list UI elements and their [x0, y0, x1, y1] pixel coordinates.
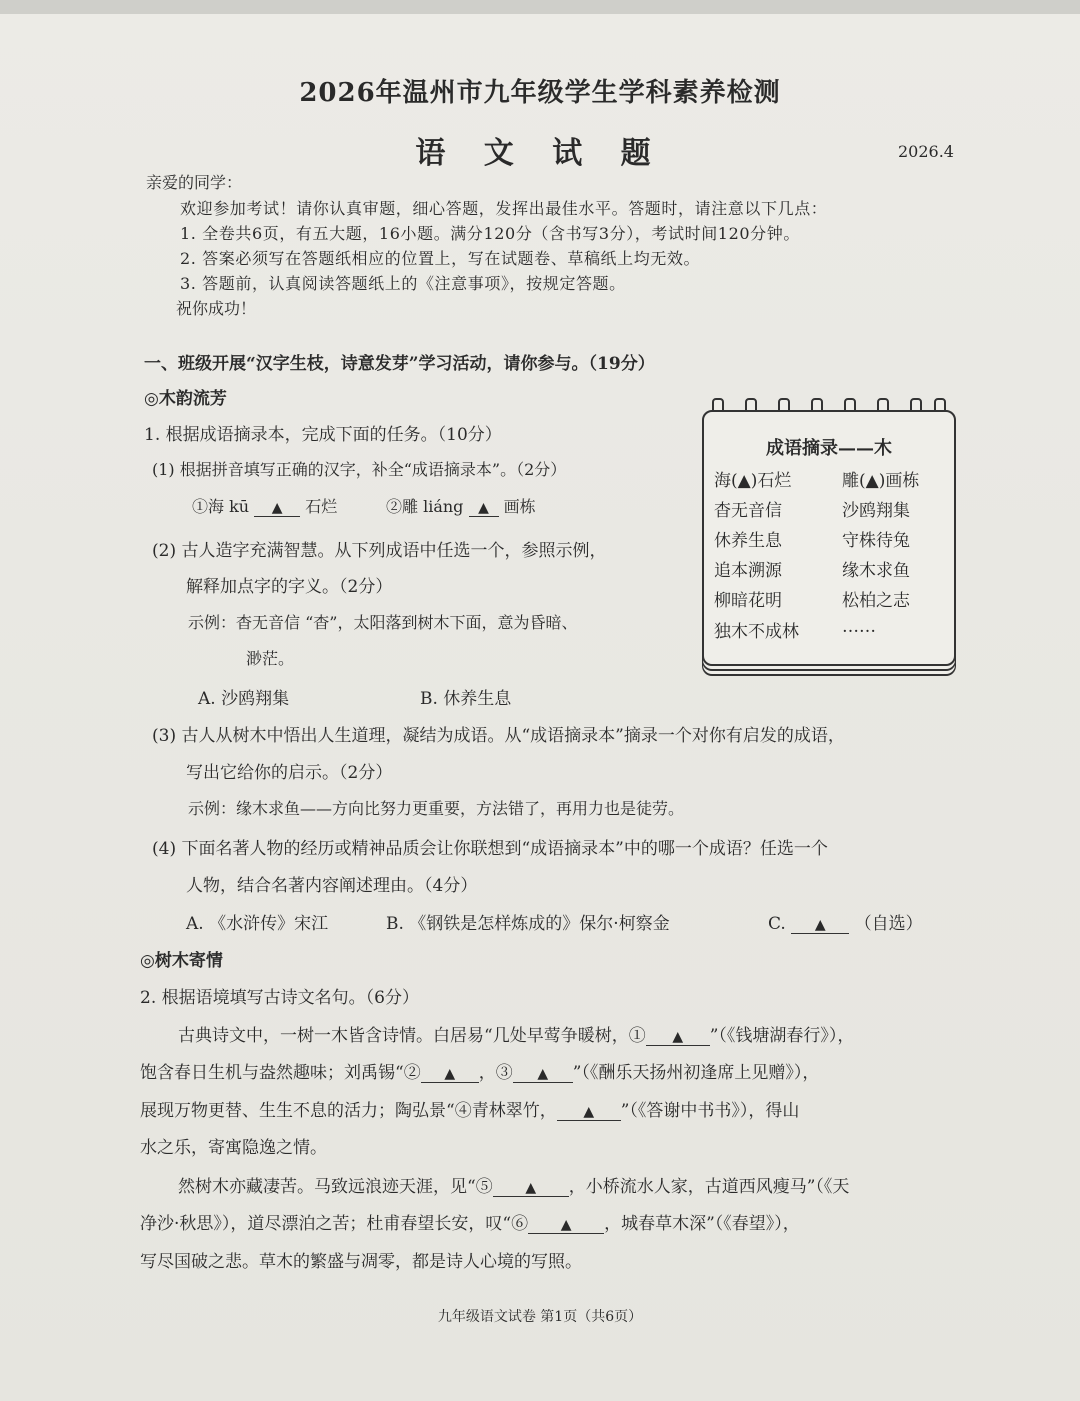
option-1-2-a: A. 沙鸥翔集 [198, 689, 290, 709]
poem-para-2-line2 [140, 1209, 800, 1234]
wish-text: 祝你成功！ [176, 299, 257, 318]
question-1-2-line1: (2) 古人造字充满智慧。从下列成语中任选一个，参照示例， [152, 541, 607, 561]
subject-title: 语 文 试 题 [415, 136, 665, 171]
answer-blank[interactable]: ▲ [646, 1029, 710, 1046]
example-1-2-line1: 示例：杳无音信 “杳”，太阳落到树木下面，意为昏暗、 [188, 613, 578, 632]
idiom-left: 追本溯源 [714, 561, 782, 581]
question-1-1: (1) 根据拼音填写正确的汉字，补全“成语摘录本”。（2分） [152, 460, 567, 479]
idiom-left: 杳无音信 [714, 501, 782, 521]
poem-text: ”（《答谢中书书》），得山 [620, 1101, 800, 1121]
greeting: 亲爱的同学： [146, 173, 243, 192]
poem-para-2-line1 [178, 1172, 849, 1197]
idiom-right: 守株待兔 [842, 531, 910, 551]
poem-text: ，③ [478, 1063, 513, 1083]
question-1: 1. 根据成语摘录本，完成下面的任务。（10分） [144, 425, 502, 445]
option-1-2-b: B. 休养生息 [420, 689, 512, 709]
question-1-4-line1: (4) 下面名著人物的经历或精神品质会让你联想到“成语摘录本”中的哪一个成语？任选一个 [152, 839, 828, 859]
poem-para-1-line3 [140, 1096, 799, 1121]
answer-blank[interactable]: ▲ [557, 1104, 621, 1121]
poem-text: 然树木亦藏凄苦。马致远浪迹天涯，见“⑤ [178, 1177, 493, 1197]
poem-text: ，小桥流水人家，古道西风瘦马”（《天 [568, 1177, 850, 1197]
poem-para-1-line2 [140, 1058, 819, 1083]
page-footer: 九年级语文试卷 第1页（共6页） [437, 1309, 643, 1325]
poem-text: 净沙·秋思》），道尽漂泊之苦；杜甫春望长安，叹“⑥ [140, 1214, 529, 1234]
section-1-heading: 一、班级开展“汉字生枝，诗意发芽”学习活动，请你参与。（19分） [144, 354, 655, 374]
poem-text: 古典诗文中，一树一木皆含诗情。白居易“几处早莺争暖树，① [178, 1026, 646, 1046]
pinyin-item-2-prefix: ②雕 liáng [386, 497, 464, 516]
option-1-4-b: B. 《钢铁是怎样炼成的》保尔·柯察金 [386, 914, 670, 934]
option-1-4-c-suffix: （自选） [854, 914, 923, 934]
question-1-4-line2: 人物，结合名著内容阐述理由。（4分） [186, 876, 478, 896]
question-2: 2. 根据语境填写古诗文名句。（6分） [140, 988, 419, 1008]
poem-para-1-line1 [178, 1021, 854, 1046]
exam-title: 2026年温州市九年级学生学科素养检测 [299, 78, 781, 108]
poem-para-2-line3: 写尽国破之悲。草木的繁盛与凋零，都是诗人心境的写照。 [140, 1252, 582, 1272]
answer-blank[interactable]: ▲ [421, 1066, 479, 1083]
note-2: 2. 答案必须写在答题纸相应的位置上，写在试题卷、草稿纸上均无效。 [180, 249, 701, 268]
poem-text: ”（《酬乐天扬州初逢席上见赠》）， [572, 1063, 820, 1083]
pinyin-item-1-suffix: 石烂 [305, 497, 338, 516]
example-1-2-line2: 渺茫。 [246, 649, 295, 668]
answer-blank[interactable]: ▲ [493, 1180, 569, 1197]
idiom-right: 沙鸥翔集 [842, 501, 910, 521]
idiom-right: 松柏之志 [842, 591, 910, 611]
pinyin-item-2 [386, 494, 536, 517]
option-1-4-c [768, 909, 923, 934]
idiom-left: 海(▲)石烂 [714, 471, 792, 491]
poem-text: 饱含春日生机与盎然趣味；刘禹锡“② [140, 1063, 421, 1083]
idiom-left: 休养生息 [714, 531, 782, 551]
pinyin-item-2-suffix: 画栋 [503, 497, 536, 516]
answer-blank[interactable]: ▲ [469, 500, 499, 517]
idiom-left: 独木不成林 [714, 622, 799, 642]
pinyin-item-1-prefix: ①海 kū [192, 497, 250, 516]
example-1-3: 示例：缘木求鱼——方向比努力更重要，方法错了，再用力也是徒劳。 [188, 799, 685, 818]
part-b-heading: ◎树木寄情 [140, 951, 223, 971]
poem-text: ，城春草木深”（《春望》）， [604, 1214, 800, 1234]
poem-text: 展现万物更替、生生不息的活力；陶弘景“④青林翠竹， [140, 1101, 557, 1121]
question-1-3-line2: 写出它给你的启示。（2分） [186, 763, 393, 783]
answer-blank[interactable]: ▲ [254, 500, 300, 517]
idiom-right: …… [842, 617, 876, 637]
idiom-notebook [702, 410, 956, 666]
answer-blank[interactable]: ▲ [528, 1217, 604, 1234]
exam-date: 2026.4 [898, 142, 954, 161]
option-1-4-a: A. 《水浒传》宋江 [186, 914, 329, 934]
notebook-title: 成语摘录——木 [766, 438, 892, 459]
poem-para-1-line4: 水之乐，寄寓隐逸之情。 [140, 1138, 327, 1158]
note-3: 3. 答题前，认真阅读答题纸上的《注意事项》，按规定答题。 [180, 274, 626, 293]
pinyin-item-1 [192, 494, 337, 517]
idiom-right: 雕(▲)画栋 [842, 471, 920, 491]
answer-blank[interactable]: ▲ [791, 917, 849, 934]
option-1-4-c-label: C. [768, 914, 786, 934]
idiom-right: 缘木求鱼 [842, 561, 910, 581]
scan-edge [0, 0, 1080, 14]
question-1-3-line1: (3) 古人从树木中悟出人生道理，凝结为成语。从“成语摘录本”摘录一个对你有启发的成语， [152, 726, 845, 746]
note-1: 1. 全卷共6页，有五大题，16小题。满分120分（含书写3分），考试时间120分钟。 [180, 224, 800, 243]
part-a-heading: ◎木韵流芳 [144, 389, 227, 409]
idiom-left: 柳暗花明 [714, 591, 782, 611]
poem-text: ”（《钱塘湖春行》）， [709, 1026, 855, 1046]
welcome-text: 欢迎参加考试！请你认真审题，细心答题，发挥出最佳水平。答题时，请注意以下几点： [180, 199, 828, 218]
question-1-2-line2: 解释加点字的字义。（2分） [186, 577, 393, 597]
answer-blank[interactable]: ▲ [513, 1066, 573, 1083]
